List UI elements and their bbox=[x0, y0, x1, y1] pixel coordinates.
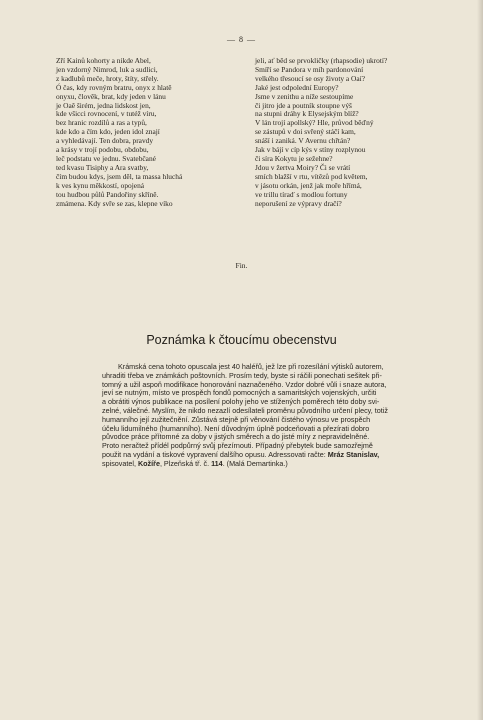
poem-line: tou hudbou půlů Pandořiny skříně. bbox=[56, 189, 159, 199]
poem-line: leč podstatu ve jednu. Svatebčané bbox=[56, 153, 156, 163]
poem-line: bez hranic rozdílů a ras a typů, bbox=[56, 118, 147, 128]
notice-line: Krámská cena tohoto opuscala jest 40 haléřů, jež lze při rozesílání výtisků autorem, bbox=[118, 362, 384, 371]
poem-line: zmámena. Kdy svře se zas, klepne víko bbox=[56, 198, 173, 208]
address-place: Kožíře bbox=[137, 458, 160, 468]
notice-title: Poznámka k čtoucímu obecenstvu bbox=[146, 333, 337, 347]
poem-line: Jaké jest odpolední Europy? bbox=[255, 82, 339, 92]
poem-line: se zástupů v doi svřený stáčí kam, bbox=[255, 127, 356, 137]
poem-line: z kadlubů meče, hroty, štíty, střely. bbox=[56, 73, 159, 83]
poem-line: neporušení ze výpravy dračí? bbox=[255, 198, 342, 208]
poem-line: Zří Kainů kohorty a nikde Abel, bbox=[56, 56, 151, 65]
poem-line: a vyhledávají. Ten dobra, pravdy bbox=[56, 136, 154, 146]
poem-line: je Oaě širém, jedna lidskost jen, bbox=[56, 100, 151, 110]
poem-line: onyxu, člověk, brat, kdy jeden v lánu bbox=[56, 91, 166, 101]
notice-line: humanního její zužitečnění. Zůstává stejně při věnování čistého výnosu ve prospěch bbox=[102, 414, 371, 424]
notice-text: použit na vydání a tiskové vypravení dalšího opusu. Adressovati račte: bbox=[102, 449, 328, 459]
address-number: 114 bbox=[211, 458, 223, 468]
poem-line: V lán trojí apollský? Hle, průvod běďný bbox=[255, 118, 374, 128]
notice-text: , Plzeňská tř. č. bbox=[159, 458, 212, 468]
notice-line: uhraditi třeba ve známkách poštovních. Prosím tedy, byste si ráčili ponechati sešitek při- bbox=[102, 370, 382, 380]
notice-line: účelu lidumilného (humanního). Není důvodným úplně podceňovati a přezírati dobro bbox=[102, 423, 370, 433]
poem-line: ted kvasu Tisiphy a Ara svatby, bbox=[56, 162, 149, 172]
poem-line: na stupni dráhy k Elysejským blíž? bbox=[255, 109, 359, 119]
notice-line: zelné, válečné. Myslím, že nikdo nezazlí odesílateli proměnu původního určení plecy, totiž bbox=[102, 405, 388, 415]
notice-line bbox=[102, 460, 408, 469]
poem-line: kde kdo a čím kdo, jeden idol znají bbox=[56, 127, 160, 137]
notice-text: . (Malá Demartinka.) bbox=[222, 458, 288, 468]
notice-line: tomný a užil aspoň modifikace honorování naznačeného. Vzdor dobré vůli i snaze autora, bbox=[102, 379, 387, 389]
poem-line: jen vzdorný Nimrod, luk a sudlici, bbox=[56, 64, 158, 74]
poem-line: Ó čas, kdy rovným bratru, onyx z hlatě bbox=[56, 82, 172, 92]
poem-line: velkého třesoucí se osy životy a Oaí? bbox=[255, 73, 366, 83]
poem-line: smích blažší v rtu, vítězů pod květem, bbox=[255, 171, 368, 181]
poem-line: a krásy v trojí podobu, obdobu, bbox=[56, 145, 149, 155]
page-edge-shadow bbox=[477, 0, 483, 720]
notice-line: jeví se nutným, místo ve prospěch fondů pomocných a samaritských vojenských, určiti bbox=[102, 388, 377, 398]
poem-line: k ves kynu měkkostí, opojená bbox=[56, 180, 145, 190]
author-name: Mráz Stanislav, bbox=[327, 449, 380, 459]
notice-line: Proto neračtež přídél podpůrný svůj přezírnouti. Případný přebytek bude samozřejmě bbox=[102, 441, 373, 451]
poem-line: Jdou v žertva Moiry? Či se vrátí bbox=[255, 162, 351, 172]
poem-column-right bbox=[255, 57, 387, 208]
poem-line: ve trillu tíraď s modlou fortuny bbox=[255, 189, 348, 199]
fin-label: Fin. bbox=[235, 261, 248, 270]
poem-line: či síra Kokytu je sežehne? bbox=[255, 153, 333, 163]
poem-line: či jitro jde a poutník stoupne výš bbox=[255, 100, 352, 110]
page-number: — 8 — bbox=[227, 35, 256, 44]
notice-body bbox=[102, 363, 408, 469]
poem-column-left bbox=[56, 57, 182, 208]
poem-line: jeli, ať běd se prvokličky (rhapsodie) ukrotí? bbox=[255, 56, 388, 65]
poem-line: kde všicci rovnocení, v tutéž víru, bbox=[56, 109, 157, 119]
poem-line: čím budou kdys, jsem děl, ta massa hluchá bbox=[56, 171, 183, 181]
poem-line: snáší i zaniká. V Avernu chřtán? bbox=[255, 136, 351, 146]
notice-line: původce práce přítomné za doby v jistých směrech a do jisté míry z nepravidelněné. bbox=[102, 432, 370, 442]
poem-line: Jsme v zenithu a níže sestoupíme bbox=[255, 91, 354, 101]
poem-line: v jásotu orkán, jenž jak moře hřímá, bbox=[255, 180, 362, 190]
poem-line: Jak v bájí v cíp kýs v stíny rozplynou bbox=[255, 145, 366, 155]
notice-line: a obrátiti výnos publikace na posílení polohy jeho ve stížených poměrech této doby svi- bbox=[102, 397, 380, 407]
poem-line: Smíří se Pandora v míh pardonování bbox=[255, 64, 364, 74]
notice-text: spisovatel, bbox=[102, 458, 138, 468]
